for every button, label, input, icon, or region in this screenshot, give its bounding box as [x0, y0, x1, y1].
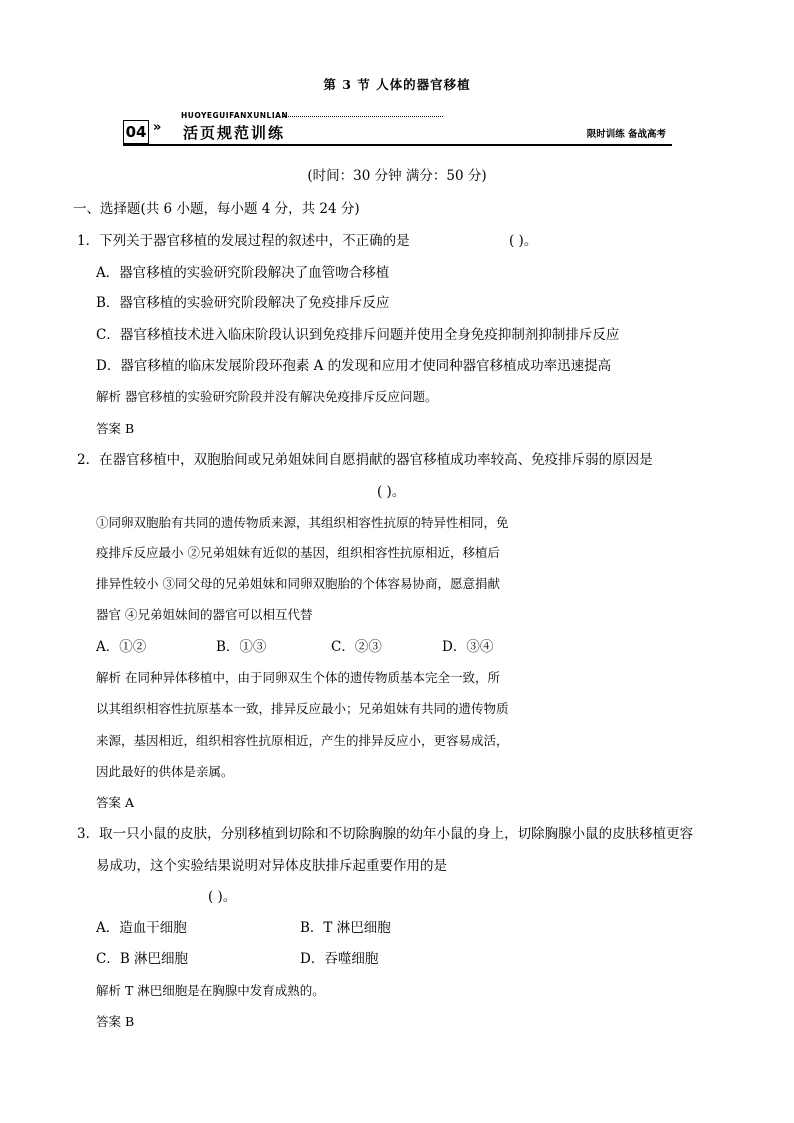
banner-number: 04	[123, 120, 149, 144]
question-3-option-c: C．B 淋巴细胞	[96, 951, 189, 967]
banner-tagline: 限时训练 备战高考	[586, 129, 666, 140]
question-2-analysis-line: 来源，基因相近，组织相容性抗原相近，产生的排异反应小，更容易成活，	[96, 733, 509, 748]
question-2-analysis-line: 因此最好的供体是亲属。	[96, 764, 234, 779]
question-2-analysis-line: 解析 在同种异体移植中，由于同卵双生个体的遗传物质基本完全一致，所	[96, 670, 500, 685]
question-3-blank: ( )。	[208, 889, 237, 905]
question-2-answer: 答案 A	[96, 795, 135, 810]
section-heading: 一、选择题(共 6 小题，每小题 4 分，共 24 分)	[73, 201, 360, 217]
section-banner	[123, 111, 672, 147]
question-2-statement-line: 疫排斥反应最小 ②兄弟姐妹有近似的基因，组织相容性抗原相近，移植后	[96, 545, 500, 560]
banner-dotted-rule	[283, 116, 443, 117]
question-1-option-d: D．器官移植的临床发展阶段环孢素 A 的发现和应用才使同种器官移植成功率迅速提高	[96, 358, 612, 374]
question-1-blank: ( )。	[509, 233, 538, 249]
question-3-option-b: B．T 淋巴细胞	[300, 920, 391, 936]
question-1-analysis: 解析 器官移植的实验研究阶段并没有解决免疫排斥反应问题。	[96, 389, 438, 404]
question-1-answer: 答案 B	[96, 421, 135, 436]
question-2-option-a: A．①②	[96, 639, 147, 655]
question-1-option-c: C．器官移植技术进入临床阶段认识到免疫排斥问题并使用全身免疫抑制剂抑制排斥反应	[96, 327, 620, 343]
question-2-option-c: C．②③	[331, 639, 382, 655]
section-title: 第 3 节 人体的器官移植	[323, 77, 471, 92]
chevron-right-icon: »	[153, 120, 162, 135]
question-2-stem: 2．在器官移植中，双胞胎间或兄弟姐妹间自愿捐献的器官移植成功率较高、免疫排斥弱的原因是	[77, 452, 653, 468]
banner-rule	[123, 144, 672, 146]
question-2-option-d: D．③④	[442, 639, 494, 655]
question-3-answer: 答案 B	[96, 1014, 135, 1029]
question-3-stem-line: 易成功，这个实验结果说明对异体皮肤排斥起重要作用的是	[96, 858, 447, 874]
question-1-stem: 1．下列关于器官移植的发展过程的叙述中，不正确的是	[77, 233, 410, 249]
question-2-statement-line: ①同卵双胞胎有共同的遗传物质来源，其组织相容性抗原的特异性相同，免	[96, 515, 509, 530]
question-2-blank: ( )。	[377, 484, 406, 500]
question-1-option-a: A．器官移植的实验研究阶段解决了血管吻合移植	[96, 265, 390, 281]
question-2-statement-line: 排异性较小 ③同父母的兄弟姐妹和同卵双胞胎的个体容易协商，愿意捐献	[96, 576, 500, 591]
question-2-analysis-line: 以其组织相容性抗原基本一致，排异反应最小；兄弟姐妹有共同的遗传物质	[96, 701, 509, 716]
banner-pinyin: HUOYEGUIFANXUNLIAN	[181, 111, 289, 120]
time-limit-line: (时间：30 分钟 满分：50 分)	[307, 168, 487, 184]
question-2-statement-line: 器官 ④兄弟姐妹间的器官可以相互代替	[96, 607, 313, 622]
question-2-option-b: B．①③	[216, 639, 267, 655]
question-3-stem-line: 3．取一只小鼠的皮肤，分别移植到切除和不切除胸腺的幼年小鼠的身上，切除胸腺小鼠的皮肤移植更容	[77, 826, 694, 842]
question-3-analysis: 解析 T 淋巴细胞是在胸腺中发育成熟的。	[96, 983, 325, 998]
question-3-option-d: D．吞噬细胞	[300, 951, 379, 967]
question-1-option-b: B．器官移植的实验研究阶段解决了免疫排斥反应	[96, 295, 390, 311]
question-3-option-a: A．造血干细胞	[96, 920, 187, 936]
banner-heading: 活页规范训练	[183, 124, 286, 142]
